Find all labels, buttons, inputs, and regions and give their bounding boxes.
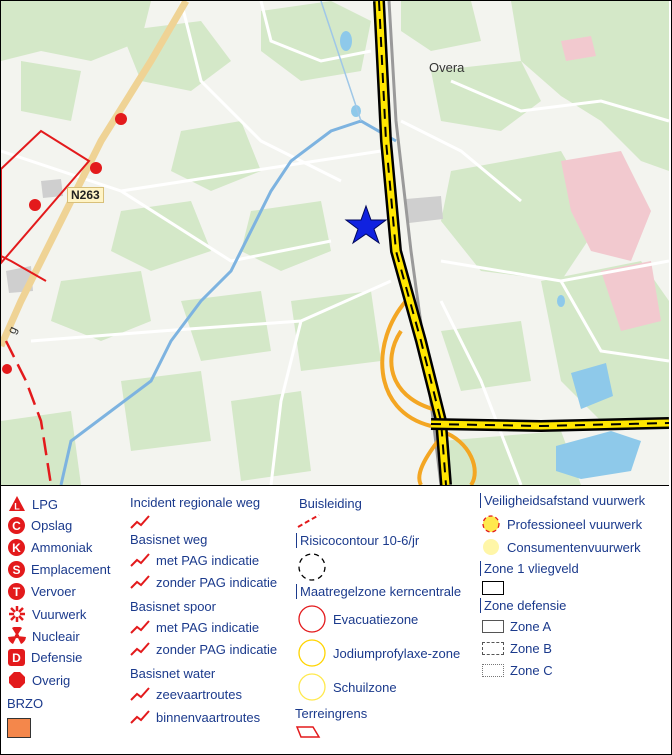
legend-spoor-zonder-label: zonder PAG indicatie	[156, 641, 278, 657]
vervoer-icon: T	[8, 583, 25, 600]
opslag-icon: C	[8, 517, 25, 534]
legend	[1, 486, 669, 752]
legend-basisnet-weg: Basisnet weg	[130, 532, 208, 547]
legend-nucleair	[8, 627, 80, 645]
emplacement-icon: S	[8, 561, 25, 578]
legend-brzo-title: BRZO	[7, 696, 44, 711]
legend-zone-a	[482, 619, 551, 634]
legend-zone-b-label: Zone B	[510, 641, 552, 656]
legend-zeevaart	[130, 686, 242, 702]
legend-schuilzone	[297, 672, 397, 702]
zeevaart-icon	[130, 686, 150, 702]
legend-professioneel-label: Professioneel vuurwerk	[507, 516, 643, 532]
terreingrens-icon	[295, 724, 321, 743]
legend-nucleair-label: Nucleair	[32, 628, 80, 644]
legend-evacuatiezone-label: Evacuatiezone	[333, 611, 419, 627]
legend-spoor-met	[130, 619, 259, 635]
weg-zonder-icon	[130, 574, 150, 590]
legend-vuurwerk-label: Vuurwerk	[32, 606, 87, 622]
legend-zone-defensie: Zone defensie	[480, 598, 566, 613]
legend-terreingrens: Terreingrens	[295, 706, 368, 721]
legend-consumenten	[481, 537, 641, 557]
legend-zone-c	[482, 663, 553, 678]
legend-zone-b	[482, 641, 552, 656]
legend-evacuatiezone	[297, 604, 418, 634]
svg-text:L: L	[14, 501, 20, 512]
zone-b-icon	[482, 642, 504, 655]
legend-maatregelzone: Maatregelzone kerncentrale	[296, 584, 461, 599]
vuurwerk-icon	[8, 605, 26, 623]
legend-weg-met	[130, 552, 259, 568]
zone1-icon	[482, 581, 504, 595]
legend-jodium	[297, 638, 460, 668]
road-label-n263: N263	[67, 187, 104, 203]
map-view[interactable]	[1, 1, 669, 486]
legend-ammoniak	[8, 539, 92, 556]
legend-binnenvaart-label: binnenvaartroutes	[156, 709, 261, 725]
incident-line-icon	[130, 514, 150, 533]
legend-opslag-label: Opslag	[31, 518, 73, 533]
zone-c-icon	[482, 664, 504, 677]
legend-buisleiding: Buisleiding	[299, 496, 362, 511]
legend-overig-label: Overig	[32, 672, 71, 688]
legend-zeevaart-label: zeevaartroutes	[156, 686, 242, 702]
legend-risicocontour: Risicocontour 10-6/jr	[296, 533, 419, 548]
defensie-icon: D	[8, 649, 25, 666]
consumenten-vuurwerk-icon	[481, 537, 501, 557]
legend-jodium-label: Jodiumprofylaxe-zone	[333, 645, 461, 661]
legend-zone-c-label: Zone C	[510, 663, 553, 678]
legend-spoor-met-label: met PAG indicatie	[156, 619, 260, 635]
legend-professioneel	[481, 514, 642, 534]
legend-spoor-zonder	[130, 641, 277, 657]
legend-defensie-label: Defensie	[31, 650, 83, 665]
legend-lpg	[8, 495, 58, 513]
legend-zone1: Zone 1 vliegveld	[480, 561, 579, 576]
professioneel-vuurwerk-icon	[481, 514, 501, 534]
brzo-swatch	[7, 718, 31, 738]
legend-lpg-label: LPG	[32, 496, 59, 512]
legend-ammoniak-label: Ammoniak	[31, 540, 93, 555]
road-label-partial: g	[4, 324, 21, 336]
legend-overig	[8, 671, 70, 689]
legend-vervoer-label: Vervoer	[31, 584, 76, 599]
legend-emplacement	[8, 561, 110, 578]
spoor-met-icon	[130, 619, 150, 635]
legend-incident-title: Incident regionale weg	[130, 495, 261, 510]
legend-veiligheidsafstand: Veiligheidsafstand vuurwerk	[480, 493, 645, 508]
legend-emplacement-label: Emplacement	[31, 562, 111, 577]
legend-basisnet-spoor: Basisnet spoor	[130, 599, 216, 614]
legend-zone-a-label: Zone A	[510, 619, 552, 634]
ammoniak-icon: K	[8, 539, 25, 556]
legend-weg-zonder-label: zonder PAG indicatie	[156, 574, 278, 590]
weg-met-icon	[130, 552, 150, 568]
legend-opslag	[8, 517, 72, 534]
legend-defensie	[8, 649, 82, 666]
legend-basisnet-water: Basisnet water	[130, 666, 216, 681]
lpg-icon	[8, 495, 26, 513]
place-label-overa: Overa	[429, 60, 465, 75]
risicocontour-icon	[297, 552, 327, 585]
legend-consumenten-label: Consumentenvuurwerk	[507, 539, 641, 555]
legend-weg-zonder	[130, 574, 277, 590]
legend-schuilzone-label: Schuilzone	[333, 679, 397, 695]
legend-vuurwerk	[8, 605, 86, 623]
legend-vervoer	[8, 583, 76, 600]
buisleiding-icon	[297, 514, 321, 531]
map-canvas	[1, 1, 669, 485]
schuilzone-icon	[297, 672, 327, 702]
jodium-icon	[297, 638, 327, 668]
nucleair-icon	[8, 627, 26, 645]
legend-binnenvaart	[130, 709, 260, 725]
overig-icon	[8, 671, 26, 689]
binnenvaart-icon	[130, 709, 150, 725]
legend-weg-met-label: met PAG indicatie	[156, 552, 260, 568]
spoor-zonder-icon	[130, 641, 150, 657]
zone-a-icon	[482, 620, 504, 633]
evacuatiezone-icon	[297, 604, 327, 634]
motorway-b	[431, 423, 669, 426]
